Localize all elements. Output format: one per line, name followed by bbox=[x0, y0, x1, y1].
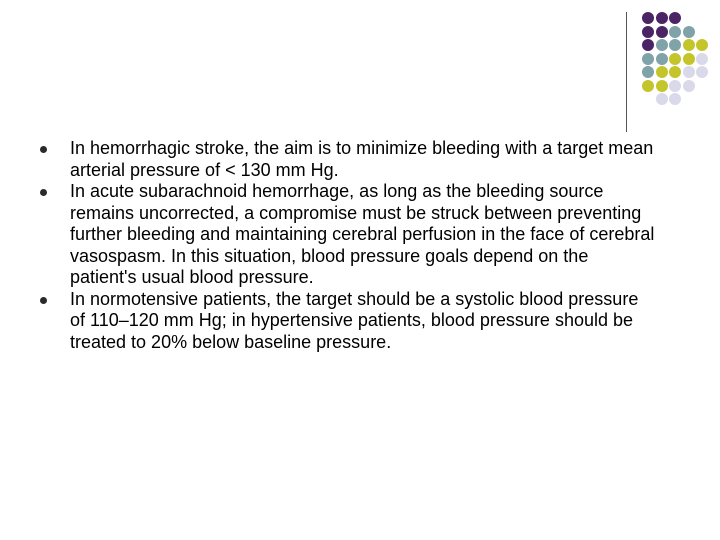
decorative-dot bbox=[696, 39, 708, 51]
decorative-dot bbox=[696, 53, 708, 65]
decorative-dot bbox=[642, 26, 654, 38]
vertical-divider bbox=[626, 12, 627, 132]
decorative-dot bbox=[683, 53, 695, 65]
decorative-dot bbox=[696, 66, 708, 78]
decorative-dot bbox=[656, 53, 668, 65]
decorative-dot bbox=[669, 39, 681, 51]
bullet-item-1 bbox=[38, 138, 658, 181]
decorative-dot bbox=[669, 66, 681, 78]
decorative-dot bbox=[656, 12, 668, 24]
bullet-text: In acute subarachnoid hemorrhage, as long as the bleeding source remains uncorrected, a compromise must be struck between preventing further bleeding and maintaining cerebral perfusion in the face of cerebral vasospasm. In this situation, blood pressure goals depend on the patient's usual blood pressure. bbox=[70, 181, 655, 287]
bullet-marker bbox=[40, 146, 47, 153]
decorative-dot bbox=[683, 66, 695, 78]
decorative-dot bbox=[642, 39, 654, 51]
decorative-dot bbox=[669, 26, 681, 38]
decorative-dot bbox=[656, 93, 668, 105]
bullet-item-2 bbox=[38, 181, 658, 289]
bullet-marker bbox=[40, 189, 47, 196]
decorative-dot bbox=[683, 26, 695, 38]
decorative-dot bbox=[642, 53, 654, 65]
bullet-item-3 bbox=[38, 289, 658, 354]
decorative-dot bbox=[683, 80, 695, 92]
bullet-text: In hemorrhagic stroke, the aim is to minimize bleeding with a target mean arterial pressure of < 130 mm Hg. bbox=[70, 138, 654, 180]
decorative-dot-grid bbox=[0, 0, 720, 120]
decorative-dot bbox=[683, 39, 695, 51]
decorative-dot bbox=[656, 39, 668, 51]
decorative-dot bbox=[642, 66, 654, 78]
decorative-dot bbox=[642, 12, 654, 24]
decorative-dot bbox=[669, 93, 681, 105]
decorative-dot bbox=[669, 12, 681, 24]
decorative-dot bbox=[669, 80, 681, 92]
decorative-dot bbox=[656, 66, 668, 78]
decorative-dot bbox=[669, 53, 681, 65]
decorative-dot bbox=[656, 80, 668, 92]
bullet-marker bbox=[40, 297, 47, 304]
decorative-dot bbox=[642, 80, 654, 92]
bullet-list bbox=[38, 138, 658, 353]
decorative-dot bbox=[656, 26, 668, 38]
bullet-text: In normotensive patients, the target should be a systolic blood pressure of 110–120 mm Hg; in hypertensive patients, blood pressure should be treated to 20% below baseline pressure. bbox=[70, 288, 639, 352]
